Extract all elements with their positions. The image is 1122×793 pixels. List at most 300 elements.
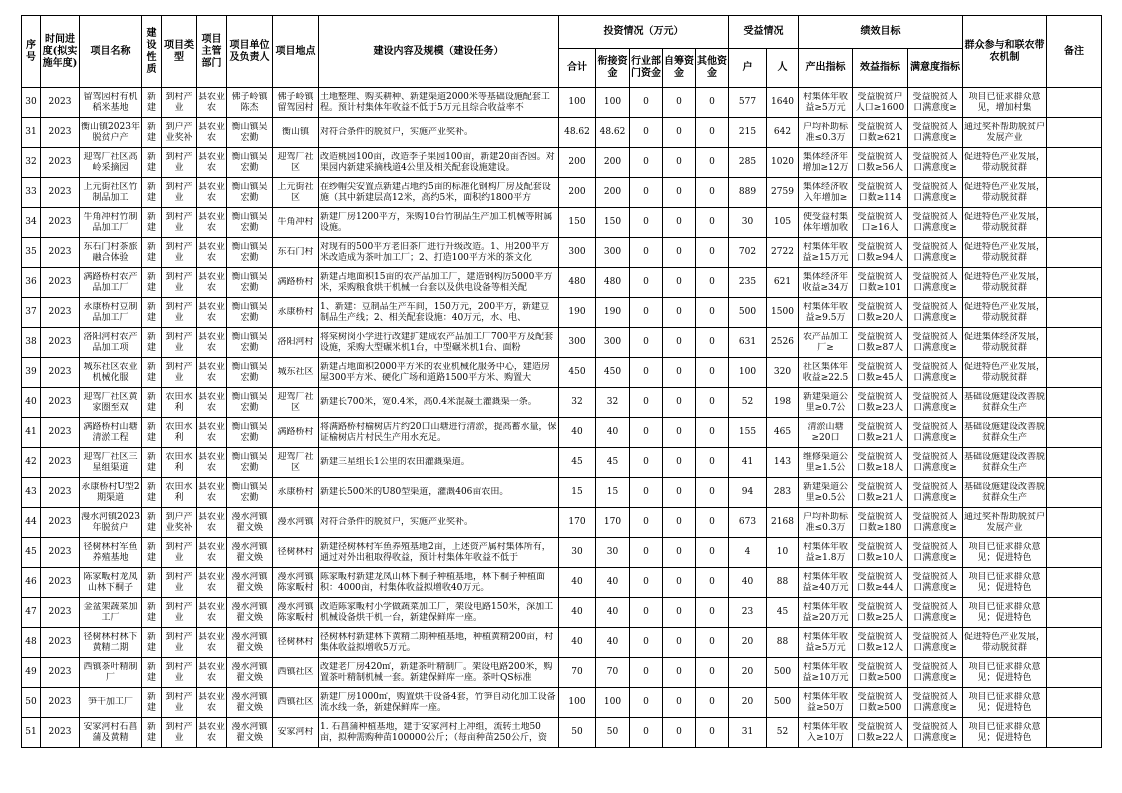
cell-year <box>41 448 80 478</box>
cell-inv-other-text: 0 <box>709 667 715 677</box>
cell-satisfaction <box>908 358 963 388</box>
cell-nature-text: 新建 <box>146 361 156 383</box>
cell-unit-text: 漫水河镇翟文焕 <box>231 721 268 743</box>
cell-content-text: 1. 石菖蒲种植基地，建于安家河村上冲组，流转土地50亩，拟种需购种苗100000公斤；（每亩种苗250公斤，资 <box>320 721 548 743</box>
cell-name <box>80 328 142 358</box>
cell-people-text: 642 <box>773 127 792 137</box>
cell-inv-dept <box>630 538 663 568</box>
cell-inv-dept-text: 0 <box>643 187 649 197</box>
cell-seq <box>22 238 41 268</box>
cell-households <box>729 628 767 658</box>
cell-mechanism-text: 促进特色产业发展，带动脱贫群 <box>964 631 1045 653</box>
cell-inv-other <box>696 448 729 478</box>
cell-effect-text: 受益脱贫人口数≥94人 <box>857 241 903 263</box>
cell-households <box>729 268 767 298</box>
cell-type <box>162 328 197 358</box>
cell-inv-other-text: 0 <box>709 637 715 647</box>
cell-unit <box>227 628 273 658</box>
cell-output-text: 集体经济年收益≥34万 <box>802 271 849 293</box>
cell-dept <box>197 508 227 538</box>
cell-people <box>767 268 799 298</box>
cell-name-text: 东石门村茶旅融合体验 <box>83 241 138 263</box>
cell-dept-text: 县农业农 <box>198 91 225 113</box>
cell-dept-text: 县农业农 <box>198 181 225 203</box>
cell-location-text: 安家河村 <box>277 727 314 737</box>
cell-dept-text: 县农业农 <box>198 601 225 623</box>
cell-unit-text: 漫水河镇翟文焕 <box>231 691 268 713</box>
cell-unit <box>227 508 273 538</box>
cell-location <box>273 568 319 598</box>
cell-type-text: 到村产业 <box>165 601 193 623</box>
cell-mechanism <box>963 388 1047 418</box>
cell-name-text: 安家河村石菖蒲及黄精 <box>83 721 138 743</box>
cell-nature-text: 新建 <box>146 331 156 353</box>
cell-content <box>319 88 559 118</box>
cell-nature <box>142 508 162 538</box>
cell-people <box>767 658 799 688</box>
cell-inv-total <box>559 328 596 358</box>
table-row <box>22 658 1102 688</box>
cell-effect-text: 受益脱贫人口数≥20人 <box>857 301 903 323</box>
cell-unit <box>227 418 273 448</box>
cell-inv-link-text: 45 <box>606 457 619 467</box>
cell-remarks <box>1047 418 1102 448</box>
cell-location-text: 上元街社区 <box>277 181 314 203</box>
cell-people-text: 2168 <box>771 517 794 527</box>
cell-inv-total <box>559 268 596 298</box>
cell-people <box>767 298 799 328</box>
cell-output-text: 村集体年收益≥9.5万 <box>802 301 848 323</box>
cell-households <box>729 508 767 538</box>
cell-dept <box>197 628 227 658</box>
cell-inv-self-text: 0 <box>676 187 682 197</box>
cell-output-text: 村集体年收益≥10万元 <box>802 661 849 683</box>
cell-inv-self <box>663 718 696 748</box>
cell-effect <box>853 508 908 538</box>
cell-people-text: 1640 <box>771 97 794 107</box>
cell-mechanism <box>963 538 1047 568</box>
cell-people <box>767 718 799 748</box>
cell-effect-text: 受益脱贫人口数≥21人 <box>857 421 903 443</box>
cell-inv-link-text: 40 <box>606 427 619 437</box>
cell-dept-text: 县农业农 <box>198 721 225 743</box>
cell-households-text: 631 <box>738 337 757 347</box>
cell-people-text: 465 <box>773 427 792 437</box>
cell-output <box>799 268 853 298</box>
cell-inv-dept <box>630 418 663 448</box>
cell-year <box>41 508 80 538</box>
cell-output-text: 村集体年收益≥5万元 <box>802 631 848 653</box>
cell-inv-total-text: 50 <box>571 727 583 737</box>
cell-name-text: 笋干加工厂 <box>87 697 133 707</box>
cell-households-text: 41 <box>741 457 754 467</box>
table-row <box>22 208 1102 238</box>
cell-people <box>767 568 799 598</box>
cell-content <box>319 178 559 208</box>
cell-inv-other <box>696 688 729 718</box>
cell-people <box>767 418 799 448</box>
cell-mechanism <box>963 628 1047 658</box>
cell-unit-text: 漫水河镇翟文焕 <box>231 571 268 593</box>
cell-inv-link-text: 40 <box>606 637 619 647</box>
cell-type-text: 到村产业 <box>165 691 193 713</box>
cell-effect-text: 受益脱贫人口数≥114 <box>857 181 903 203</box>
cell-inv-dept-text: 0 <box>643 157 649 167</box>
cell-output <box>799 358 853 388</box>
cell-inv-self-text: 0 <box>676 667 682 677</box>
cell-nature-text: 新建 <box>146 511 156 533</box>
cell-inv-other-text: 0 <box>709 697 715 707</box>
cell-inv-link-text: 480 <box>603 277 622 287</box>
cell-effect <box>853 598 908 628</box>
cell-inv-total-text: 450 <box>568 367 586 377</box>
cell-effect <box>853 208 908 238</box>
cell-inv-link <box>596 298 630 328</box>
table-row <box>22 688 1102 718</box>
cell-remarks <box>1047 508 1102 538</box>
cell-inv-total-text: 190 <box>568 307 586 317</box>
cell-inv-self <box>663 148 696 178</box>
cell-location-text: 迎驾厂社区 <box>277 151 314 173</box>
cell-satisfaction-text: 受益脱贫人口满意度≥ <box>912 271 958 293</box>
cell-seq-text: 46 <box>25 577 37 587</box>
cell-inv-other <box>696 178 729 208</box>
cell-inv-total-text: 300 <box>568 247 586 257</box>
cell-year <box>41 538 80 568</box>
cell-mechanism-text: 促进特色产业发展，带动脱贫群 <box>964 361 1045 383</box>
cell-inv-total <box>559 418 596 448</box>
cell-dept-text: 县农业农 <box>198 541 225 563</box>
cell-satisfaction-text: 受益脱贫人口满意度≥ <box>912 541 958 563</box>
cell-unit <box>227 388 273 418</box>
cell-households-text: 702 <box>738 247 757 257</box>
cell-inv-other <box>696 568 729 598</box>
cell-year-text: 2023 <box>48 397 72 407</box>
cell-inv-total-text: 40 <box>571 637 583 647</box>
cell-inv-total <box>559 688 596 718</box>
cell-households-text: 285 <box>738 157 757 167</box>
cell-nature-text: 新建 <box>146 661 156 683</box>
cell-year <box>41 268 80 298</box>
cell-dept <box>197 178 227 208</box>
cell-mechanism <box>963 358 1047 388</box>
cell-dept <box>197 268 227 298</box>
cell-inv-total-text: 170 <box>568 517 586 527</box>
header-effect: 效益指标 <box>853 49 908 88</box>
cell-name <box>80 538 142 568</box>
cell-satisfaction-text: 受益脱贫人口满意度≥ <box>912 691 958 713</box>
cell-year-text: 2023 <box>48 607 72 617</box>
cell-output <box>799 388 853 418</box>
cell-type-text: 到村产业 <box>165 541 193 563</box>
cell-satisfaction <box>908 178 963 208</box>
cell-inv-self-text: 0 <box>676 97 682 107</box>
cell-inv-link <box>596 598 630 628</box>
cell-type <box>162 208 197 238</box>
cell-inv-total <box>559 628 596 658</box>
cell-inv-self-text: 0 <box>676 457 682 467</box>
cell-inv-other <box>696 88 729 118</box>
cell-mechanism <box>963 238 1047 268</box>
cell-location-text: 西镇社区 <box>277 697 314 707</box>
cell-inv-dept <box>630 268 663 298</box>
cell-satisfaction <box>908 538 963 568</box>
cell-output-text: 村集体年收益≥40万元 <box>802 571 849 593</box>
cell-satisfaction-text: 受益脱贫人口满意度≥ <box>912 511 958 533</box>
cell-type <box>162 418 197 448</box>
cell-type <box>162 238 197 268</box>
cell-inv-other-text: 0 <box>709 517 715 527</box>
cell-mechanism <box>963 268 1047 298</box>
cell-people-text: 10 <box>776 547 789 557</box>
table-row <box>22 358 1102 388</box>
cell-inv-other-text: 0 <box>709 157 715 167</box>
cell-people-text: 2526 <box>771 337 794 347</box>
cell-unit <box>227 118 273 148</box>
cell-inv-dept <box>630 658 663 688</box>
table-row <box>22 118 1102 148</box>
cell-satisfaction-text: 受益脱贫人口满意度≥ <box>912 571 958 593</box>
cell-location-text: 径树林村 <box>277 547 314 557</box>
cell-mechanism-text: 促进特色产业发展，带动脱贫群 <box>964 181 1045 203</box>
cell-mechanism <box>963 148 1047 178</box>
cell-unit-text: 衡山镇吴宏勤 <box>231 421 268 443</box>
cell-content <box>319 208 559 238</box>
cell-name-text: 城东社区农业机械化服 <box>83 361 138 383</box>
cell-content <box>319 328 559 358</box>
cell-inv-link-text: 150 <box>603 217 622 227</box>
cell-inv-other <box>696 478 729 508</box>
cell-remarks <box>1047 568 1102 598</box>
cell-inv-link <box>596 118 630 148</box>
cell-inv-total-text: 300 <box>568 337 586 347</box>
cell-nature <box>142 118 162 148</box>
cell-location <box>273 718 319 748</box>
cell-type-text: 农田水利 <box>165 481 193 503</box>
cell-dept <box>197 598 227 628</box>
header-performance: 绩效目标 <box>799 16 963 49</box>
cell-year <box>41 688 80 718</box>
cell-mechanism-text: 促进特色产业发展，带动脱贫群 <box>964 301 1045 323</box>
cell-seq-text: 42 <box>25 457 37 467</box>
cell-year <box>41 208 80 238</box>
cell-seq-text: 47 <box>25 607 37 617</box>
cell-nature <box>142 388 162 418</box>
cell-year <box>41 388 80 418</box>
cell-mechanism-text: 项目已征求群众意见；促进特色 <box>968 661 1041 683</box>
cell-output <box>799 238 853 268</box>
cell-inv-other-text: 0 <box>709 727 715 737</box>
cell-dept-text: 县农业农 <box>198 511 225 533</box>
cell-inv-self <box>663 568 696 598</box>
cell-mechanism <box>963 658 1047 688</box>
cell-inv-link-text: 170 <box>603 517 622 527</box>
table-header <box>22 16 1102 88</box>
cell-inv-self <box>663 358 696 388</box>
cell-inv-other-text: 0 <box>709 277 715 287</box>
cell-nature-text: 新建 <box>146 301 156 323</box>
cell-inv-link <box>596 478 630 508</box>
cell-location <box>273 208 319 238</box>
cell-households-text: 889 <box>738 187 757 197</box>
cell-name <box>80 148 142 178</box>
cell-content <box>319 298 559 328</box>
cell-output <box>799 298 853 328</box>
header-inv-other: 其他资金 <box>696 49 729 88</box>
cell-nature-text: 新建 <box>146 91 156 113</box>
cell-mechanism-text: 通过奖补帮助脱贫户发展产业 <box>964 121 1045 143</box>
cell-people <box>767 88 799 118</box>
cell-name <box>80 718 142 748</box>
cell-satisfaction <box>908 718 963 748</box>
cell-inv-dept <box>630 718 663 748</box>
cell-inv-other <box>696 118 729 148</box>
cell-satisfaction <box>908 418 963 448</box>
cell-households-text: 100 <box>738 367 757 377</box>
cell-remarks <box>1047 298 1102 328</box>
cell-inv-self <box>663 628 696 658</box>
cell-nature <box>142 148 162 178</box>
cell-effect <box>853 358 908 388</box>
cell-seq-text: 43 <box>25 487 37 497</box>
cell-dept <box>197 658 227 688</box>
cell-effect <box>853 268 908 298</box>
header-unit: 项目单位及负责人 <box>227 16 273 88</box>
cell-mechanism <box>963 718 1047 748</box>
cell-content-text: 新建径树林村军鱼养殖基地2亩，上述资产属村集体所有，通过对外出租取得收益，预计村集体年收益不低于 <box>320 541 551 563</box>
cell-effect-text: 受益脱贫人口数≥18人 <box>857 451 903 473</box>
header-type: 项目类型 <box>162 16 197 88</box>
cell-nature-text: 新建 <box>146 631 156 653</box>
cell-content-text: 新建占地面积2000平方米的农业机械化服务中心，建造房屋300平方米、硬化广场和道路1500平方米、购置大 <box>320 361 550 383</box>
cell-output-text: 使受益村集体年增加收 <box>802 211 848 233</box>
cell-inv-total <box>559 538 596 568</box>
cell-effect-text: 受益脱贫人口数≥56人 <box>857 151 903 173</box>
header-investment: 投资情况（万元） <box>559 16 729 49</box>
cell-output <box>799 148 853 178</box>
cell-inv-total <box>559 658 596 688</box>
cell-type-text: 农田水利 <box>165 421 193 443</box>
cell-nature-text: 新建 <box>146 721 156 743</box>
cell-remarks <box>1047 538 1102 568</box>
cell-inv-dept-text: 0 <box>643 637 649 647</box>
cell-inv-self <box>663 688 696 718</box>
cell-year <box>41 148 80 178</box>
cell-people <box>767 328 799 358</box>
cell-satisfaction <box>908 388 963 418</box>
cell-name <box>80 508 142 538</box>
cell-effect <box>853 88 908 118</box>
cell-nature <box>142 88 162 118</box>
cell-inv-self <box>663 478 696 508</box>
cell-effect <box>853 448 908 478</box>
cell-nature <box>142 358 162 388</box>
cell-output-text: 村集体年收益≥50万 <box>802 691 848 713</box>
cell-content-text: 改造桃园100亩，改造李子果园100亩，新建20亩杏园。对果园内新建采摘栈道4公里及相关配套设施建设。 <box>320 151 555 173</box>
cell-dept <box>197 298 227 328</box>
cell-inv-link <box>596 658 630 688</box>
cell-name <box>80 298 142 328</box>
table-row <box>22 148 1102 178</box>
cell-content <box>319 538 559 568</box>
cell-mechanism-text: 促进特色产业发展，带动脱贫群 <box>964 241 1045 263</box>
cell-inv-link-text: 32 <box>606 397 619 407</box>
header-remarks: 备注 <box>1047 16 1102 88</box>
cell-inv-dept <box>630 118 663 148</box>
cell-year <box>41 478 80 508</box>
cell-people-text: 621 <box>773 277 792 287</box>
cell-people-text: 105 <box>773 217 792 227</box>
cell-inv-total-text: 48.62 <box>564 127 590 137</box>
header-year: 时间进度(拟实施年度) <box>41 16 80 88</box>
cell-inv-self <box>663 118 696 148</box>
cell-inv-link-text: 300 <box>603 247 622 257</box>
cell-inv-link <box>596 418 630 448</box>
cell-satisfaction <box>908 88 963 118</box>
cell-year-text: 2023 <box>48 97 72 107</box>
cell-seq <box>22 628 41 658</box>
cell-seq <box>22 658 41 688</box>
cell-dept-text: 县农业农 <box>198 661 225 683</box>
cell-satisfaction-text: 受益脱贫人口满意度≥ <box>912 241 958 263</box>
cell-households <box>729 238 767 268</box>
cell-inv-total <box>559 718 596 748</box>
cell-seq <box>22 448 41 478</box>
cell-type-text: 到村产业 <box>165 151 193 173</box>
cell-inv-other-text: 0 <box>709 547 715 557</box>
cell-location-text: 洛阳河村 <box>277 337 314 347</box>
cell-inv-other <box>696 298 729 328</box>
cell-content <box>319 268 559 298</box>
cell-nature-text: 新建 <box>146 571 156 593</box>
cell-mechanism <box>963 688 1047 718</box>
cell-inv-link-text: 200 <box>603 187 622 197</box>
cell-inv-self <box>663 178 696 208</box>
cell-mechanism <box>963 448 1047 478</box>
cell-households <box>729 688 767 718</box>
cell-effect-text: 受益脱贫人口数≥45人 <box>857 361 903 383</box>
cell-households-text: 30 <box>741 217 754 227</box>
cell-output-text: 村集体年收益≥1.8万 <box>802 541 848 563</box>
cell-inv-self <box>663 538 696 568</box>
table-row <box>22 508 1102 538</box>
cell-nature <box>142 538 162 568</box>
cell-output <box>799 448 853 478</box>
table-row <box>22 238 1102 268</box>
cell-inv-self <box>663 508 696 538</box>
cell-content <box>319 148 559 178</box>
cell-location <box>273 598 319 628</box>
cell-unit-text: 衡山镇吴宏勤 <box>231 331 268 353</box>
cell-inv-dept-text: 0 <box>643 577 649 587</box>
cell-unit <box>227 478 273 508</box>
cell-output <box>799 538 853 568</box>
cell-type <box>162 268 197 298</box>
cell-type-text: 农田水利 <box>165 391 193 413</box>
cell-location <box>273 358 319 388</box>
cell-content <box>319 358 559 388</box>
cell-satisfaction <box>908 448 963 478</box>
cell-seq-text: 36 <box>25 277 37 287</box>
cell-seq <box>22 508 41 538</box>
cell-satisfaction <box>908 118 963 148</box>
table-row <box>22 328 1102 358</box>
cell-dept <box>197 418 227 448</box>
cell-dept-text: 县农业农 <box>198 301 225 323</box>
cell-content <box>319 688 559 718</box>
cell-content <box>319 238 559 268</box>
cell-mechanism-text: 基础设施建设改善脱贫群众生产 <box>964 481 1045 503</box>
